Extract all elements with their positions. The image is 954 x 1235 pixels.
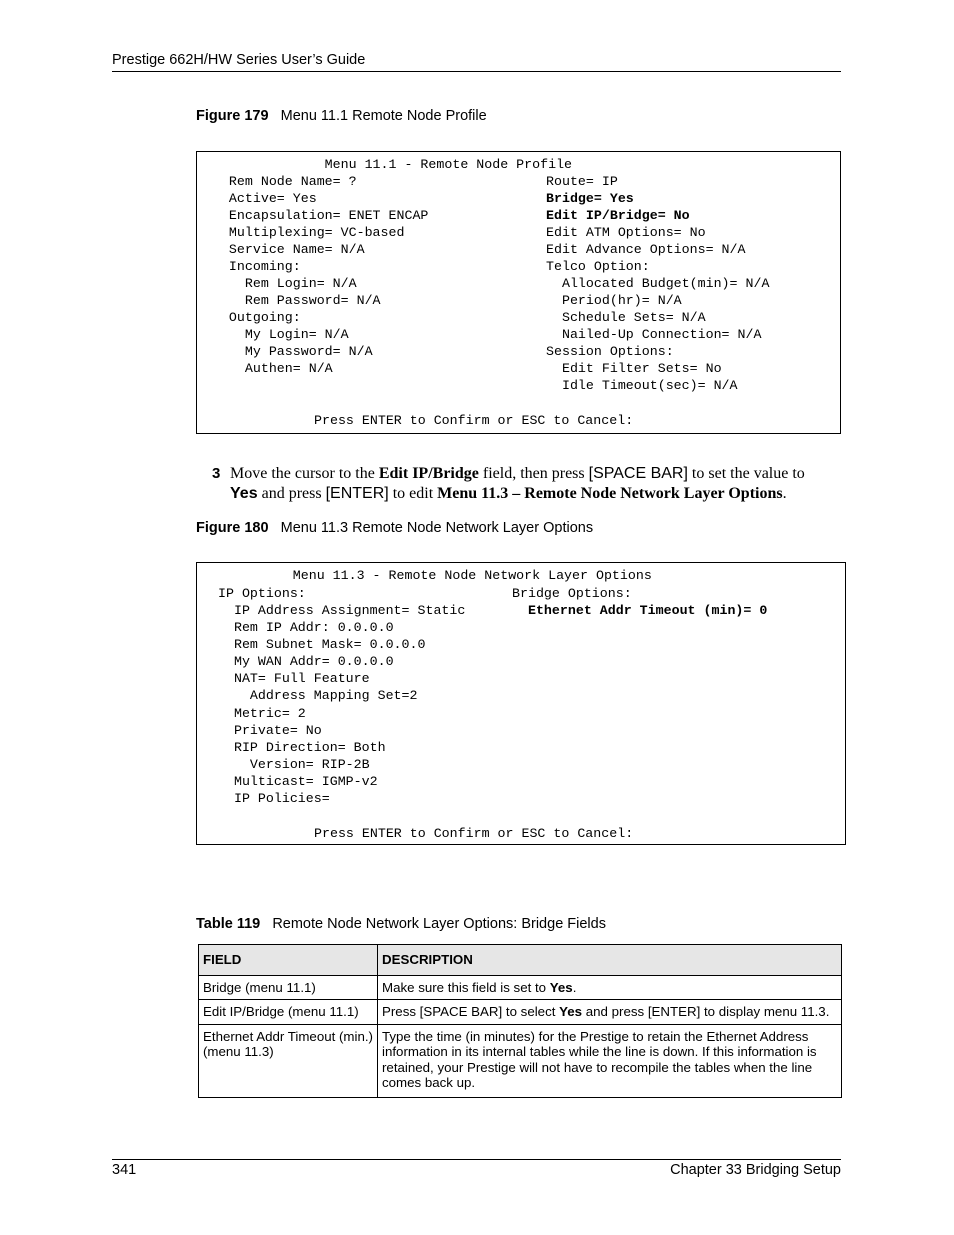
table-row <box>199 1024 842 1097</box>
ip-options-line: Rem IP Addr: 0.0.0.0 <box>218 620 394 635</box>
figure-180-caption <box>196 520 593 536</box>
step-text: Move the cursor to the Edit IP/Bridge field, then press [SPACE BAR] to set the value to <box>230 465 805 482</box>
menu-right-line: Edit Filter Sets= No <box>546 361 722 376</box>
menu-line: Incoming: <box>197 259 301 274</box>
table-row <box>199 1000 842 1025</box>
bridge-field: Bridge= Yes <box>546 191 634 206</box>
menu-line: Multiplexing= VC-based <box>197 225 405 240</box>
page-number: 341 <box>112 1162 137 1178</box>
menu-11-1-screen <box>196 151 841 434</box>
ip-options-line: NAT= Full Feature <box>218 671 370 686</box>
confirm-prompt: Press ENTER to Confirm or ESC to Cancel: <box>314 826 634 841</box>
table-119-title: Remote Node Network Layer Options: Bridge Fields <box>272 916 606 932</box>
menu-line: Rem Login= N/A <box>197 276 357 291</box>
figure-179-title: Menu 11.1 Remote Node Profile <box>280 108 487 124</box>
menu-right-line: Route= IP <box>546 174 618 189</box>
table-119-label: Table 119 <box>196 916 261 932</box>
menu-right-line: Telco Option: <box>546 259 650 274</box>
field-cell: Bridge (menu 11.1) <box>199 975 378 1000</box>
menu-right-line: Schedule Sets= N/A <box>546 310 706 325</box>
menu-right-line: Session Options: <box>546 344 674 359</box>
ip-options-line: Rem Subnet Mask= 0.0.0.0 <box>218 637 426 652</box>
menu-line: Authen= N/A <box>197 361 333 376</box>
figure-180-title: Menu 11.3 Remote Node Network Layer Options <box>280 520 594 536</box>
menu-line: Service Name= N/A <box>197 242 365 257</box>
menu-right-line: Edit ATM Options= No <box>546 225 706 240</box>
menu-line: Encapsulation= ENET ENCAP <box>197 208 429 223</box>
description-cell: Type the time (in minutes) for the Prestige to retain the Ethernet Address information in its internal tables while the line is down. If this information is retained, your Prestige will not have to recompile the tables when the line comes back up. <box>378 1024 842 1097</box>
description-header: DESCRIPTION <box>378 945 842 976</box>
edit-ip-bridge-ref: Edit IP/Bridge <box>378 465 479 482</box>
figure-180-label: Figure 180 <box>196 520 269 536</box>
menu-right-line: Nailed-Up Connection= N/A <box>546 327 762 342</box>
figure-179-label: Figure 179 <box>196 108 269 124</box>
ip-options-line: Address Mapping Set=2 <box>218 688 418 703</box>
menu-line: My Login= N/A <box>197 327 349 342</box>
table-row <box>199 975 842 1000</box>
ip-options-line: IP Address Assignment= Static <box>218 603 466 618</box>
menu-11-3-screen <box>196 562 846 845</box>
enter-key: [ENTER] <box>325 485 389 502</box>
menu-11-3-ref: Menu 11.3 – Remote Node Network Layer Options <box>437 485 783 502</box>
ip-options-line: Version= RIP-2B <box>218 757 370 772</box>
yes-value: Yes <box>230 485 258 502</box>
header-rule <box>112 71 841 72</box>
field-cell: Edit IP/Bridge (menu 11.1) <box>199 1000 378 1025</box>
menu-line: My Password= N/A <box>197 344 373 359</box>
menu-11-3-title: Menu 11.3 - Remote Node Network Layer Options <box>197 568 652 583</box>
menu-line: Outgoing: <box>197 310 301 325</box>
description-cell: Press [SPACE BAR] to select Yes and press [ENTER] to display menu 11.3. <box>378 1000 842 1025</box>
ip-options-line: Metric= 2 <box>218 706 306 721</box>
confirm-prompt: Press ENTER to Confirm or ESC to Cancel: <box>314 413 634 428</box>
menu-right-line: Idle Timeout(sec)= N/A <box>546 378 738 393</box>
step-number: 3 <box>212 465 221 482</box>
bridge-options-title: Bridge Options: <box>512 586 632 601</box>
menu-line: Rem Node Name= ? <box>197 174 357 189</box>
ip-options-line: IP Policies= <box>218 791 330 806</box>
ip-options-line: Private= No <box>218 723 322 738</box>
ethernet-addr-timeout-field: Ethernet Addr Timeout (min)= 0 <box>512 603 768 618</box>
ip-options-line: Multicast= IGMP-v2 <box>218 774 378 789</box>
footer-rule <box>112 1159 841 1160</box>
running-header: Prestige 662H/HW Series User’s Guide <box>112 52 366 68</box>
description-cell: Make sure this field is set to Yes. <box>378 975 842 1000</box>
figure-179-caption <box>196 108 487 124</box>
chapter-title: Chapter 33 Bridging Setup <box>670 1162 841 1178</box>
menu-11-1-title: Menu 11.1 - Remote Node Profile <box>197 157 573 172</box>
table-119-caption <box>196 916 606 932</box>
step-text-line2: Yes and press [ENTER] to edit Menu 11.3 – Remote Node Network Layer Options. <box>230 485 787 502</box>
menu-right-line: Allocated Budget(min)= N/A <box>546 276 770 291</box>
menu-right-line: Period(hr)= N/A <box>546 293 682 308</box>
space-bar-key: [SPACE BAR] <box>588 465 688 482</box>
field-header: FIELD <box>199 945 378 976</box>
ip-options-line: My WAN Addr= 0.0.0.0 <box>218 654 394 669</box>
bridge-fields-table <box>198 944 842 1098</box>
table-header-row <box>199 945 842 976</box>
menu-line: Active= Yes <box>197 191 317 206</box>
menu-line: Rem Password= N/A <box>197 293 381 308</box>
ip-options-line: RIP Direction= Both <box>218 740 386 755</box>
field-cell: Ethernet Addr Timeout (min.) (menu 11.3) <box>199 1024 378 1097</box>
edit-ip-bridge-field: Edit IP/Bridge= No <box>546 208 690 223</box>
menu-right-line: Edit Advance Options= N/A <box>546 242 746 257</box>
ip-options-line: IP Options: <box>218 586 306 601</box>
